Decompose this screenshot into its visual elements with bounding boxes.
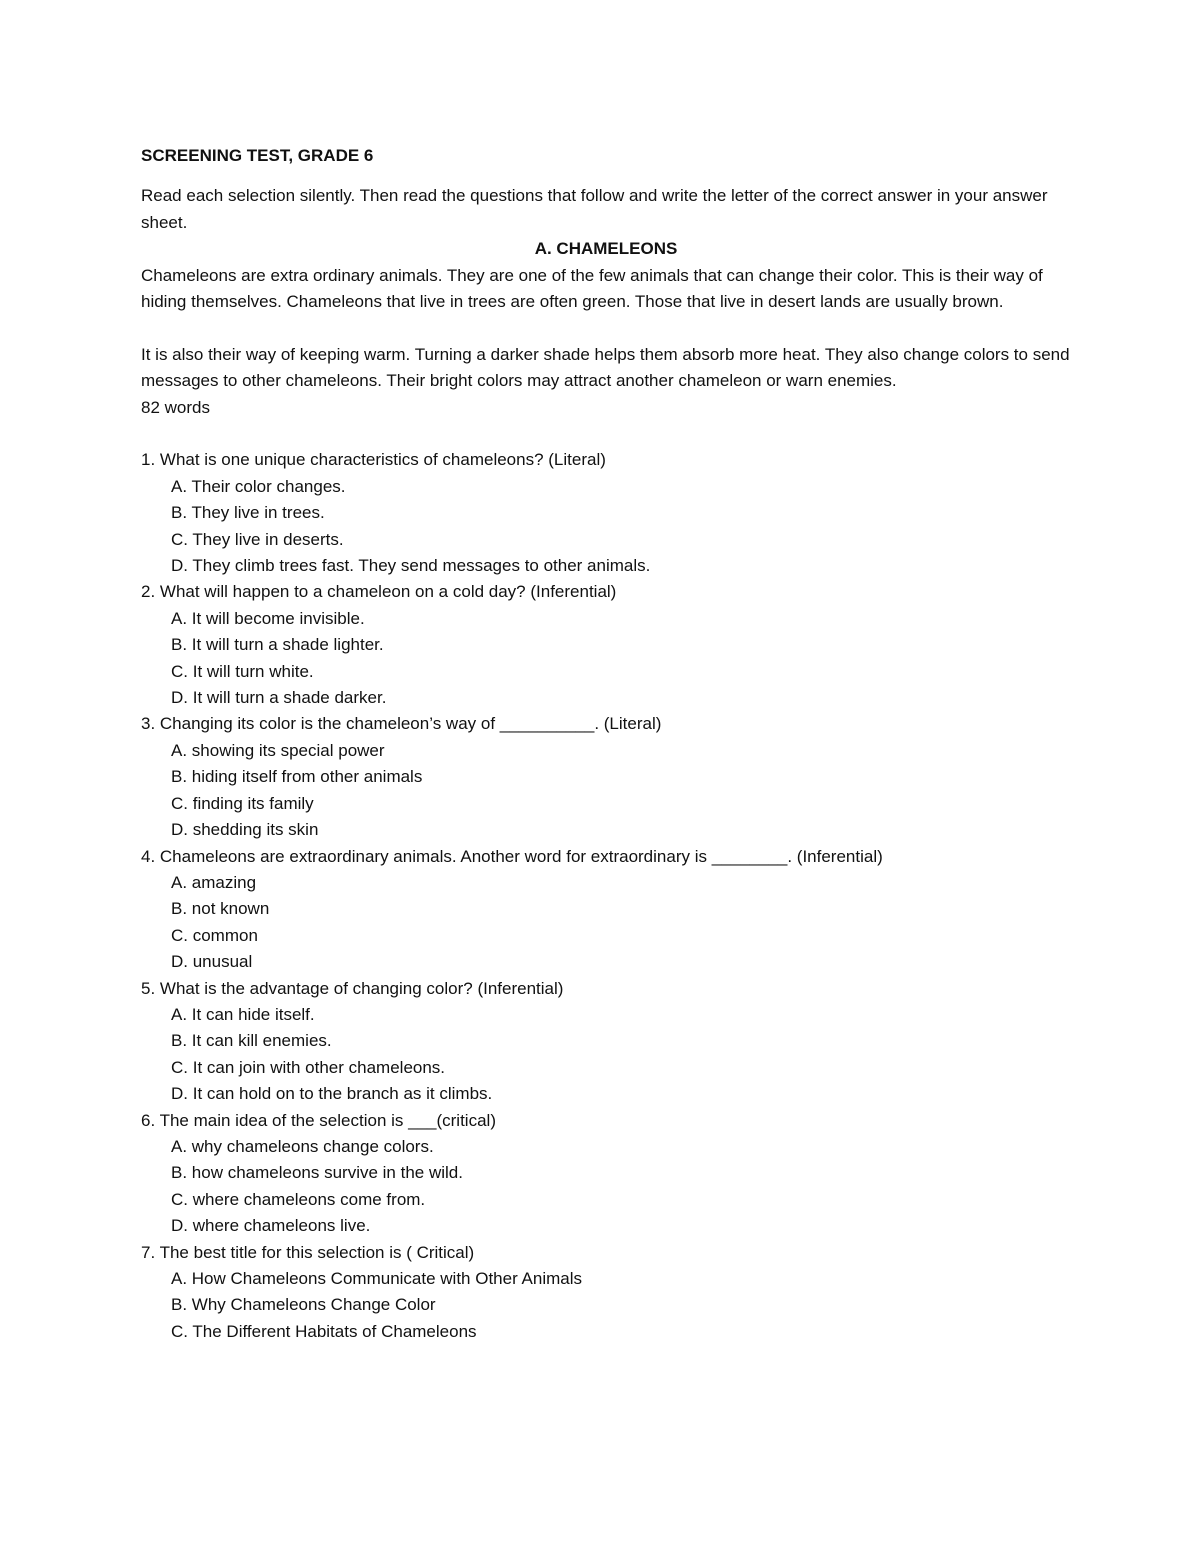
choice-b: B. It can kill enemies. (171, 1031, 332, 1051)
spacer (141, 169, 1071, 183)
choice-list (141, 1134, 1071, 1240)
instructions: Read each selection silently. Then read the questions that follow and write the letter of the correct answer in your answer sheet. (141, 186, 1048, 232)
question-text: 5. What is the advantage of changing color? (Inferential) (141, 978, 564, 998)
spacer (141, 421, 1071, 447)
choice-c: C. The Different Habitats of Chameleons (171, 1321, 477, 1341)
question-item (141, 447, 1071, 579)
choice-d: D. They climb trees fast. They send messages to other animals. (171, 556, 651, 576)
choice-c: C. It can join with other chameleons. (171, 1057, 446, 1077)
choice-d: D. shedding its skin (171, 820, 319, 840)
choice-list (141, 474, 1071, 580)
choice-b: B. how chameleons survive in the wild. (171, 1163, 463, 1183)
choice-list (141, 1002, 1071, 1108)
question-item (141, 579, 1071, 711)
passage-paragraph-1: Chameleons are extra ordinary animals. They are one of the few animals that can change their color. This is their way of hiding themselves. Chameleons that live in trees are often green. Those that live in desert lands are usually brown. (141, 265, 1043, 312)
passage-paragraph-2: It is also their way of keeping warm. Turning a darker shade helps them absorb more heat. They also change colors to send messages to other chameleons. Their bright colors may attract another chameleon or warn enemies. (141, 344, 1070, 391)
document-page (141, 143, 1071, 1345)
choice-c: C. It will turn white. (171, 661, 314, 681)
question-item (141, 1240, 1071, 1346)
choice-c: C. where chameleons come from. (171, 1189, 426, 1209)
question-item (141, 1108, 1071, 1240)
choice-list (141, 1266, 1071, 1345)
question-text: 3. Changing its color is the chameleon’s way of __________. (Literal) (141, 714, 662, 734)
choice-a: A. showing its special power (171, 740, 385, 760)
choice-d: D. It can hold on to the branch as it climbs. (171, 1084, 493, 1104)
choice-b: B. not known (171, 899, 270, 919)
choice-list (141, 738, 1071, 844)
question-list (141, 447, 1071, 1345)
choice-b: B. hiding itself from other animals (171, 767, 423, 787)
choice-d: D. It will turn a shade darker. (171, 688, 387, 708)
choice-list (141, 606, 1071, 712)
choice-list (141, 870, 1071, 976)
choice-b: B. They live in trees. (171, 503, 325, 523)
question-text: 7. The best title for this selection is ( Critical) (141, 1242, 475, 1262)
choice-d: D. unusual (171, 952, 253, 972)
choice-a: A. Their color changes. (171, 476, 346, 496)
choice-a: A. amazing (171, 872, 257, 892)
question-text: 4. Chameleons are extraordinary animals. Another word for extraordinary is ________. (Inferential) (141, 846, 883, 866)
section-heading: A. CHAMELEONS (534, 239, 678, 259)
choice-b: B. It will turn a shade lighter. (171, 635, 384, 655)
choice-a: A. How Chameleons Communicate with Other Animals (171, 1269, 582, 1289)
choice-c: C. finding its family (171, 793, 314, 813)
spacer (141, 315, 1071, 341)
page-title: SCREENING TEST, GRADE 6 (141, 146, 374, 165)
choice-c: C. They live in deserts. (171, 529, 344, 549)
choice-b: B. Why Chameleons Change Color (171, 1295, 436, 1315)
question-text: 2. What will happen to a chameleon on a cold day? (Inferential) (141, 582, 617, 602)
question-text: 6. The main idea of the selection is ___(critical) (141, 1110, 496, 1130)
choice-a: A. It will become invisible. (171, 608, 365, 628)
question-item (141, 711, 1071, 843)
question-text: 1. What is one unique characteristics of chameleons? (Literal) (141, 450, 606, 470)
question-item (141, 844, 1071, 976)
question-item (141, 976, 1071, 1108)
choice-c: C. common (171, 925, 258, 945)
choice-a: A. why chameleons change colors. (171, 1136, 434, 1156)
choice-d: D. where chameleons live. (171, 1216, 371, 1236)
word-count: 82 words (141, 397, 210, 417)
choice-a: A. It can hide itself. (171, 1004, 315, 1024)
